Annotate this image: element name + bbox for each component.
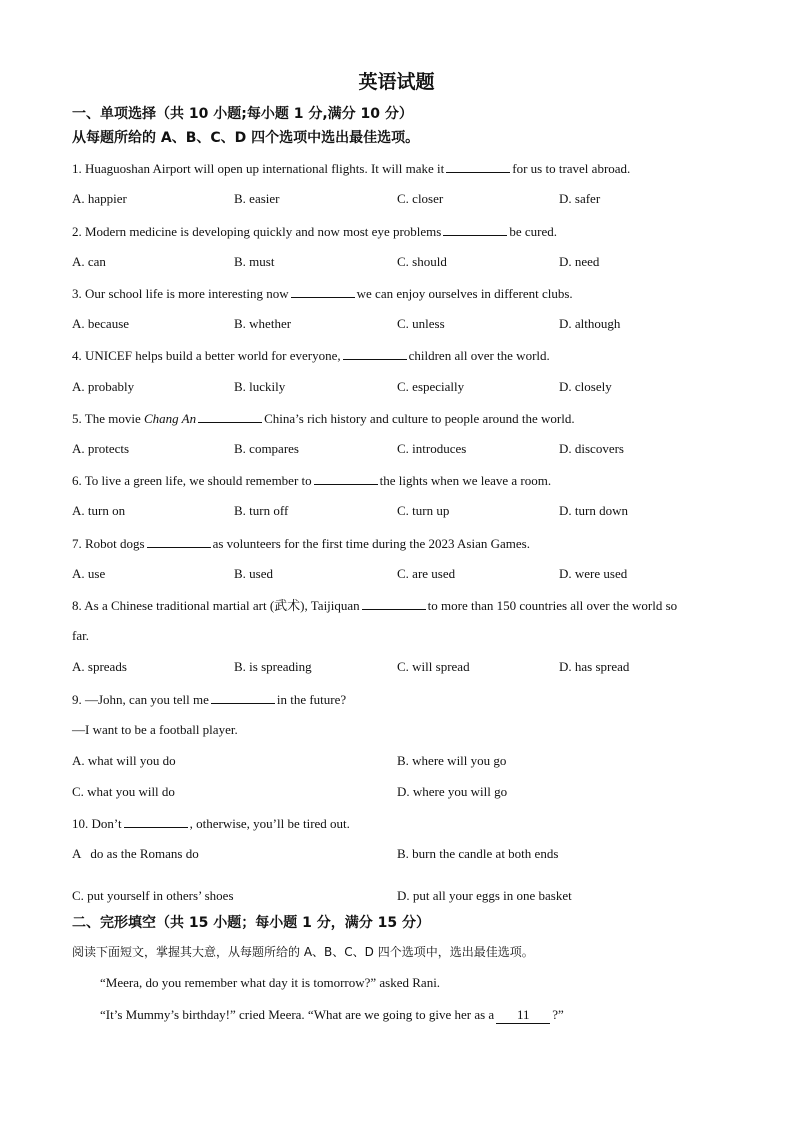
question-6: 6. To live a green life, we should remember to the lights when we leave a room. <box>72 473 552 488</box>
question-3: 3. Our school life is more interesting now we can enjoy ourselves in different clubs. <box>72 286 573 301</box>
option-d: D. turn down <box>559 503 628 518</box>
option-a: A. spreads <box>72 659 127 674</box>
answer-blank <box>343 347 407 360</box>
option-b: B. where will you go <box>397 753 507 768</box>
answer-blank <box>147 535 211 548</box>
answer-blank <box>124 815 188 828</box>
option-a: A. because <box>72 316 130 331</box>
option-d: D. closely <box>559 379 612 394</box>
passage-paragraph-1: “Meera, do you remember what day it is tomorrow?” asked Rani. <box>100 975 441 990</box>
answer-blank <box>198 410 262 423</box>
answer-blank <box>211 691 275 704</box>
question-9: 9. —John, can you tell me in the future? <box>72 692 347 707</box>
option-b: B. burn the candle at both ends <box>397 846 559 861</box>
answer-blank <box>291 285 355 298</box>
section1-heading: 一、单项选择（共 10 小题;每小题 1 分,满分 10 分） <box>72 106 413 122</box>
movie-title: Chang An <box>143 411 197 426</box>
section1-instruction: 从每题所给的 A、B、C、D 四个选项中选出最佳选项。 <box>72 130 420 146</box>
option-b: B. must <box>234 254 275 269</box>
option-c: C. turn up <box>397 503 450 518</box>
option-b: B. compares <box>234 441 299 456</box>
option-a: A. happier <box>72 191 127 206</box>
option-a: A. what will you do <box>72 753 176 768</box>
question-8: 8. As a Chinese traditional martial art (武术), Taijiquan to more than 150 countries all over the world so <box>72 598 678 613</box>
question-5: 5. The movie Chang An China’s rich history and culture to people around the world. <box>72 411 575 426</box>
page-title: 英语试题 <box>358 71 435 93</box>
question-4: 4. UNICEF helps build a better world for everyone, children all over the world. <box>72 348 550 363</box>
option-a: A. probably <box>72 379 135 394</box>
section2-heading: 二、完形填空（共 15 小题；每小题 1 分，满分 15 分） <box>72 915 430 931</box>
option-d: D. although <box>559 316 621 331</box>
option-c: C. especially <box>397 379 465 394</box>
question-8-continued: far. <box>72 628 89 643</box>
option-c: C. unless <box>397 316 445 331</box>
option-c: C. closer <box>397 191 444 206</box>
section2-instruction: 阅读下面短文，掌握其大意，从每题所给的 A、B、C、D 四个选项中，选出最佳选项。 <box>72 945 534 959</box>
option-b: B. used <box>234 566 273 581</box>
question-9-reply: —I want to be a football player. <box>72 722 238 737</box>
option-d: D. put all your eggs in one basket <box>397 888 572 903</box>
option-a: A. use <box>72 566 106 581</box>
option-d: D. need <box>559 254 600 269</box>
option-b: B. luckily <box>234 379 286 394</box>
option-d: D. discovers <box>559 441 624 456</box>
option-d: D. where you will go <box>397 784 508 799</box>
question-1: 1. Huaguoshan Airport will open up international flights. It will make it for us to travel abroad. <box>72 161 631 176</box>
option-a: A do as the Romans do <box>72 846 199 861</box>
option-c: C. are used <box>397 566 456 581</box>
option-a: A. turn on <box>72 503 126 518</box>
option-d: D. has spread <box>559 659 630 674</box>
option-c: C. put yourself in others’ shoes <box>72 888 234 903</box>
option-a: A. can <box>72 254 106 269</box>
question-10: 10. Don’t , otherwise, you’ll be tired out. <box>72 816 350 831</box>
option-a: A. protects <box>72 441 130 456</box>
option-b: B. easier <box>234 191 280 206</box>
answer-blank <box>446 160 510 173</box>
cloze-blank-11: 11 <box>496 1007 550 1024</box>
option-c: C. should <box>397 254 447 269</box>
answer-blank <box>314 472 378 485</box>
passage-paragraph-2: “It’s Mummy’s birthday!” cried Meera. “What are we going to give her as a 11 ?” <box>100 1007 564 1022</box>
answer-blank <box>443 223 507 236</box>
option-b: B. turn off <box>234 503 289 518</box>
option-d: D. safer <box>559 191 601 206</box>
option-c: C. what you will do <box>72 784 175 799</box>
question-7: 7. Robot dogs as volunteers for the first time during the 2023 Asian Games. <box>72 536 530 551</box>
option-b: B. is spreading <box>234 659 312 674</box>
answer-blank <box>362 597 426 610</box>
question-2: 2. Modern medicine is developing quickly and now most eye problems be cured. <box>72 224 557 239</box>
option-b: B. whether <box>234 316 292 331</box>
option-c: C. will spread <box>397 659 470 674</box>
option-c: C. introduces <box>397 441 467 456</box>
option-d: D. were used <box>559 566 628 581</box>
